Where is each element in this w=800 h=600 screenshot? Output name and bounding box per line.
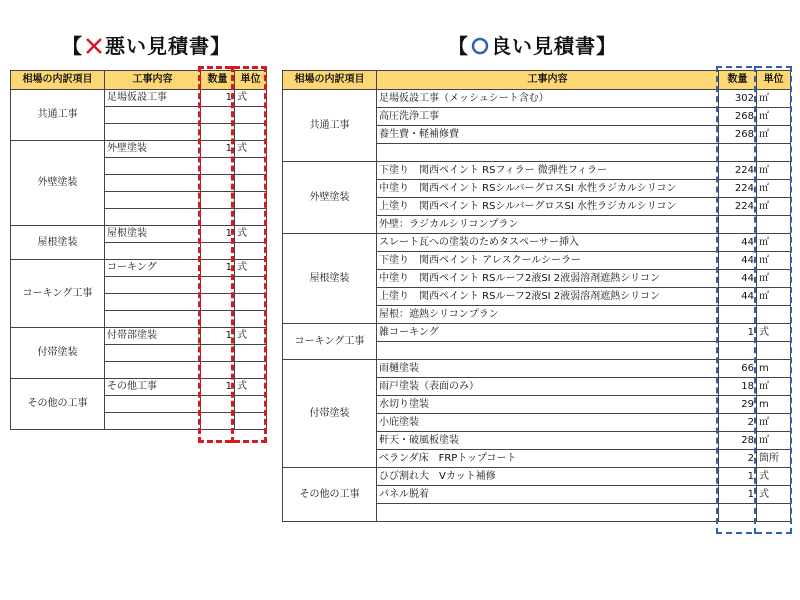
quantity-cell: 44 xyxy=(719,252,757,270)
work-content-cell xyxy=(377,342,719,360)
unit-cell: ㎡ xyxy=(757,108,791,126)
quantity-cell: 268 xyxy=(719,108,757,126)
work-content-cell: 付帯部塗装 xyxy=(105,328,201,345)
work-content-cell: 屋根塗装 xyxy=(105,226,201,243)
quantity-cell: 66 xyxy=(719,360,757,378)
table-row xyxy=(283,360,791,378)
work-content-cell: 雑コーキング xyxy=(377,324,719,342)
bad-estimate-title xyxy=(62,30,231,60)
quantity-cell: 224 xyxy=(719,162,757,180)
header-category: 相場の内訳項目 xyxy=(11,71,105,90)
category-cell: 屋根塗装 xyxy=(283,234,377,324)
circle-icon xyxy=(471,36,489,60)
work-content-cell: 上塗り 関西ペイント RSシルバーグロスSI 水性ラジカルシリコン xyxy=(377,198,719,216)
quantity-cell: 1 xyxy=(201,226,235,243)
work-content-cell xyxy=(105,124,201,141)
quantity-cell: 29 xyxy=(719,396,757,414)
quantity-cell: 302 xyxy=(719,90,757,108)
work-content-cell: 雨戸塗装（表面のみ） xyxy=(377,378,719,396)
work-content-cell: 外壁塗装 xyxy=(105,141,201,158)
unit-cell: ㎡ xyxy=(757,432,791,450)
category-cell: 屋根塗装 xyxy=(11,226,105,260)
unit-cell: ㎡ xyxy=(757,180,791,198)
table-row xyxy=(283,162,791,180)
unit-cell: 箇所 xyxy=(757,450,791,468)
work-content-cell: ベランダ床 FRPトップコート xyxy=(377,450,719,468)
work-content-cell: 雨樋塗装 xyxy=(377,360,719,378)
work-content-cell: 下塗り 関西ペイント アレスクールシーラー xyxy=(377,252,719,270)
unit-cell: ㎡ xyxy=(757,288,791,306)
unit-cell: ㎡ xyxy=(757,198,791,216)
work-content-cell xyxy=(105,107,201,124)
unit-cell: 式 xyxy=(757,468,791,486)
cross-icon xyxy=(85,36,103,60)
unit-cell: 式 xyxy=(235,141,267,158)
work-content-cell xyxy=(105,294,201,311)
table-row xyxy=(283,90,791,108)
unit-cell: ㎡ xyxy=(757,162,791,180)
unit-cell: ㎡ xyxy=(757,270,791,288)
title-bracket-open: 【 xyxy=(62,34,83,58)
good-estimate-table xyxy=(282,70,791,522)
quantity-cell: 268 xyxy=(719,126,757,144)
quantity-cell: 1 xyxy=(201,90,235,107)
quantity-cell: 224 xyxy=(719,180,757,198)
good-title-text: 良い見積書 xyxy=(491,34,596,58)
work-content-cell: ひび割れ大 Vカット補修 xyxy=(377,468,719,486)
work-content-cell: スレート瓦への塗装のためタスペーサー挿入 xyxy=(377,234,719,252)
quantity-cell: 44 xyxy=(719,288,757,306)
header-work-content: 工事内容 xyxy=(105,71,201,90)
unit-cell: 式 xyxy=(235,90,267,107)
title-bracket-close: 】 xyxy=(596,34,617,58)
work-content-cell xyxy=(105,396,201,413)
work-content-cell xyxy=(105,243,201,260)
work-content-cell: 高圧洗浄工事 xyxy=(377,108,719,126)
header-unit: 単位 xyxy=(757,71,791,90)
unit-cell: 式 xyxy=(235,226,267,243)
quantity-cell: 44 xyxy=(719,234,757,252)
quantity-cell: 44 xyxy=(719,270,757,288)
unit-cell: 式 xyxy=(235,328,267,345)
quantity-cell: 1 xyxy=(201,328,235,345)
category-cell: コーキング工事 xyxy=(11,260,105,328)
unit-cell: m xyxy=(757,396,791,414)
title-bracket-open: 【 xyxy=(448,34,469,58)
unit-cell: ㎡ xyxy=(757,414,791,432)
quantity-cell: 1 xyxy=(719,486,757,504)
work-content-cell: コーキング xyxy=(105,260,201,277)
unit-cell: 式 xyxy=(757,486,791,504)
bad-highlight-divider xyxy=(231,66,234,443)
work-content-cell: 足場仮設工事（メッシュシート含む） xyxy=(377,90,719,108)
work-content-cell: パネル脱着 xyxy=(377,486,719,504)
category-cell: 共通工事 xyxy=(11,90,105,141)
unit-cell: ㎡ xyxy=(757,234,791,252)
work-content-cell: 養生費・軽補修費 xyxy=(377,126,719,144)
work-content-cell: 下塗り 関西ペイント RSフィラー 微弾性フィラー xyxy=(377,162,719,180)
work-content-cell: 屋根：遮熱シリコンプラン xyxy=(377,306,719,324)
category-cell: 付帯塗装 xyxy=(283,360,377,468)
unit-cell: 式 xyxy=(235,260,267,277)
work-content-cell: 水切り塗装 xyxy=(377,396,719,414)
quantity-cell: 1 xyxy=(201,260,235,277)
quantity-cell: 1 xyxy=(201,379,235,396)
quantity-cell: 1 xyxy=(719,468,757,486)
table-row xyxy=(283,468,791,486)
unit-cell: ㎡ xyxy=(757,378,791,396)
category-cell: コーキング工事 xyxy=(283,324,377,360)
quantity-cell: 1 xyxy=(719,324,757,342)
quantity-cell: 224 xyxy=(719,198,757,216)
header-quantity: 数量 xyxy=(719,71,757,90)
work-content-cell: 小庇塗装 xyxy=(377,414,719,432)
work-content-cell xyxy=(377,504,719,522)
good-estimate-title xyxy=(448,30,617,60)
quantity-cell: 18 xyxy=(719,378,757,396)
category-cell: その他の工事 xyxy=(11,379,105,430)
work-content-cell xyxy=(105,311,201,328)
work-content-cell xyxy=(105,413,201,430)
work-content-cell: 外壁：ラジカルシリコンプラン xyxy=(377,216,719,234)
table-header-row xyxy=(283,71,791,90)
work-content-cell: 足場仮設工事 xyxy=(105,90,201,107)
category-cell: 共通工事 xyxy=(283,90,377,162)
work-content-cell: 中塗り 関西ペイント RSルーフ2液SI 2液弱溶剤遮熱シリコン xyxy=(377,270,719,288)
quantity-cell: 1 xyxy=(201,141,235,158)
unit-cell: ㎡ xyxy=(757,90,791,108)
work-content-cell xyxy=(105,277,201,294)
work-content-cell: その他工事 xyxy=(105,379,201,396)
work-content-cell xyxy=(105,362,201,379)
unit-cell: ㎡ xyxy=(757,252,791,270)
unit-cell: 式 xyxy=(757,324,791,342)
bad-title-text: 悪い見積書 xyxy=(105,34,210,58)
unit-cell: 式 xyxy=(235,379,267,396)
work-content-cell xyxy=(105,345,201,362)
category-cell: 外壁塗装 xyxy=(11,141,105,226)
work-content-cell xyxy=(105,158,201,175)
quantity-cell: 2 xyxy=(719,450,757,468)
quantity-cell: 28 xyxy=(719,432,757,450)
header-work-content: 工事内容 xyxy=(377,71,719,90)
work-content-cell xyxy=(105,175,201,192)
category-cell: その他の工事 xyxy=(283,468,377,522)
category-cell: 外壁塗装 xyxy=(283,162,377,234)
header-unit: 単位 xyxy=(235,71,267,90)
work-content-cell xyxy=(377,144,719,162)
work-content-cell: 中塗り 関西ペイント RSシルバーグロスSI 水性ラジカルシリコン xyxy=(377,180,719,198)
unit-cell: m xyxy=(757,360,791,378)
work-content-cell xyxy=(105,192,201,209)
work-content-cell xyxy=(105,209,201,226)
header-quantity: 数量 xyxy=(201,71,235,90)
header-category: 相場の内訳項目 xyxy=(283,71,377,90)
work-content-cell: 上塗り 関西ペイント RSルーフ2液SI 2液弱溶剤遮熱シリコン xyxy=(377,288,719,306)
category-cell: 付帯塗装 xyxy=(11,328,105,379)
good-highlight-divider xyxy=(754,66,756,534)
quantity-cell: 2 xyxy=(719,414,757,432)
unit-cell: ㎡ xyxy=(757,126,791,144)
table-row xyxy=(283,234,791,252)
title-bracket-close: 】 xyxy=(210,34,231,58)
table-row xyxy=(283,324,791,342)
work-content-cell: 軒天・破風板塗装 xyxy=(377,432,719,450)
